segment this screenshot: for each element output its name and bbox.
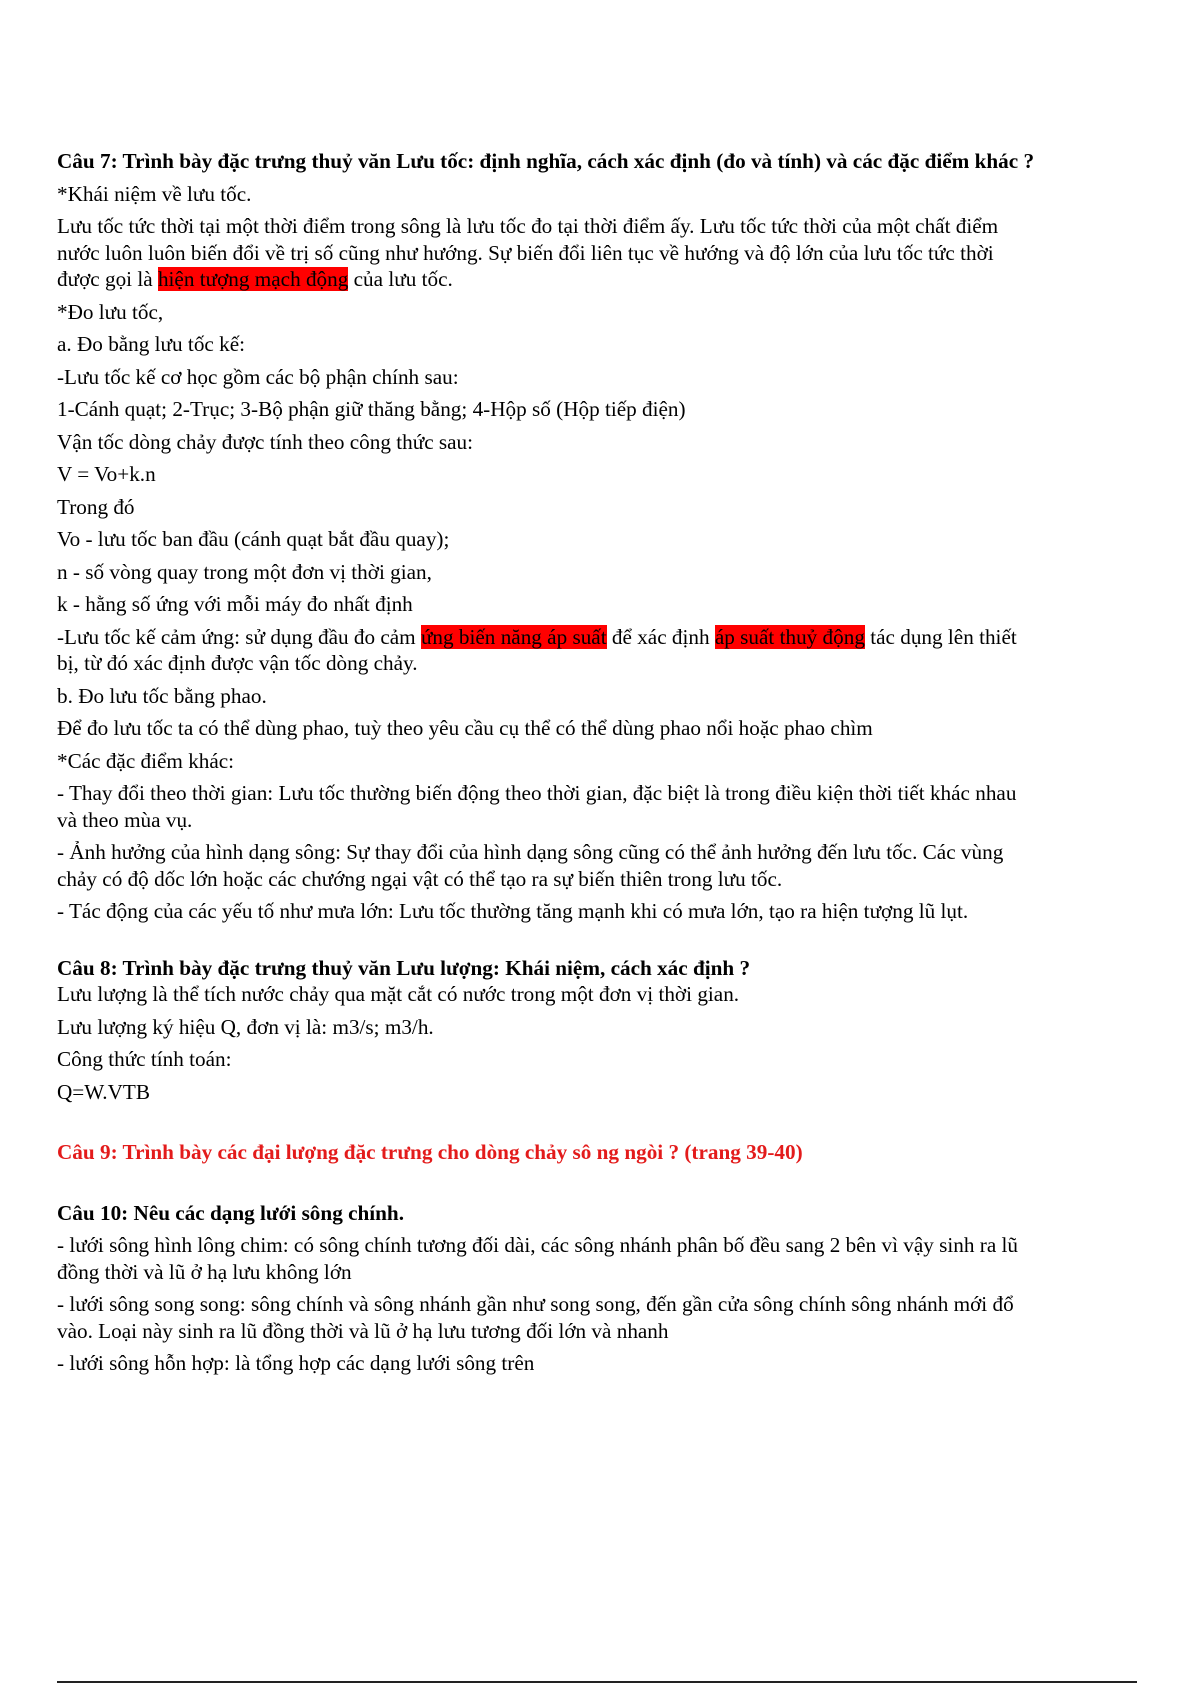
velocity-formula: V = Vo+k.n — [57, 462, 156, 486]
section-b-heading: b. Đo lưu tốc bằng phao. — [57, 683, 267, 708]
induction-meter-line-2: bị, từ đó xác định được vận tốc dòng chảy. — [57, 651, 418, 675]
page-bottom-rule — [57, 1681, 1137, 1683]
feature-1-line-2: và theo mùa vụ. — [57, 807, 193, 832]
flow-formula-intro: Công thức tính toán: — [57, 1047, 232, 1071]
feature-3: - Tác động của các yếu tố như mưa lớn: Lưu tốc thường tăng mạnh khi có mưa lớn, tạo ra hiện tượng lũ lụt. — [57, 899, 969, 923]
induction-prefix: -Lưu tốc kế cảm ứng: sử dụng đầu đo cảm — [57, 624, 421, 649]
feature-2-line-2: chảy có độ dốc lớn hoặc các chướng ngại vật có thể tạo ra sự biến thiên trong lưu tốc. — [57, 866, 783, 891]
network-1-line-2: đồng thời và lũ ở hạ lưu không lớn — [57, 1259, 352, 1284]
where-label: Trong đó — [57, 494, 135, 519]
n-definition: n - số vòng quay trong một đơn vị thời gian, — [57, 559, 432, 584]
vo-definition: Vo - lưu tốc ban đầu (cánh quạt bắt đầu quay); — [57, 527, 450, 551]
definition-line-1: Lưu tốc tức thời tại một thời điểm trong sông là lưu tốc đo tại thời điểm ấy. Lưu tốc tức thời của một chất điểm — [57, 214, 999, 238]
definition-line-3-prefix: được gọi là — [57, 267, 158, 291]
question-7-title: Câu 7: Trình bày đặc trưng thuỷ văn Lưu tốc: định nghĩa, cách xác định (đo và tính) và các đặc điểm khác ? — [57, 149, 1035, 173]
parts-list: 1-Cánh quạt; 2-Trục; 3-Bộ phận giữ thăng bằng; 4-Hộp số (Hộp tiếp điện) — [57, 397, 686, 421]
feature-2-line-1: - Ảnh hưởng của hình dạng sông: Sự thay đổi của hình dạng sông cũng có thể ảnh hưởng đến lưu tốc. Các vùng — [57, 840, 1004, 864]
mechanical-meter-text: -Lưu tốc kế cơ học gồm các bộ phận chính sau: — [57, 364, 459, 389]
question-8-title: Câu 8: Trình bày đặc trưng thuỷ văn Lưu lượng: Khái niệm, cách xác định ? — [57, 955, 751, 980]
measure-heading: *Đo lưu tốc, — [57, 299, 164, 324]
section-a-heading: a. Đo bằng lưu tốc kế: — [57, 332, 245, 356]
flow-units: Lưu lượng ký hiệu Q, đơn vị là: m3/s; m3/h. — [57, 1014, 434, 1039]
question-10-title: Câu 10: Nêu các dạng lưới sông chính. — [57, 1200, 405, 1225]
concept-heading: *Khái niệm về lưu tốc. — [57, 181, 252, 206]
feature-1-line-1: - Thay đổi theo thời gian: Lưu tốc thường biến động theo thời gian, đặc biệt là trong điều kiện thời tiết khác nhau — [57, 781, 1017, 805]
document-page — [57, 148, 1147, 1377]
network-1-line-1: - lưới sông hình lông chim: có sông chính tương đối dài, các sông nhánh phân bố đều sang 2 bên vì vậy sinh ra lũ — [57, 1233, 1018, 1257]
highlight-pressure-transducer: ứng biến năng áp suất — [420, 624, 607, 649]
network-3: - lưới sông hỗn hợp: là tổng hợp các dạng lưới sông trên — [57, 1351, 535, 1375]
induction-suffix: tác dụng lên thiết — [864, 624, 1017, 649]
definition-line-2: nước luôn luôn biến đổi về trị số cũng như hướng. Sự biến đổi liên tục về hướng và độ lớn của lưu tốc tức thời — [57, 240, 994, 265]
flow-definition: Lưu lượng là thể tích nước chảy qua mặt cắt có nước trong một đơn vị thời gian. — [57, 982, 740, 1006]
question-9-title: Câu 9: Trình bày các đại lượng đặc trưng cho dòng chảy sô ng ngòi ? (trang 39-40) — [57, 1140, 803, 1164]
induction-middle: để xác định — [606, 624, 715, 649]
other-features-heading: *Các đặc điểm khác: — [57, 748, 235, 773]
flow-formula: Q=W.VTB — [57, 1079, 150, 1104]
highlight-hydrodynamic-pressure: áp suất thuỷ động — [714, 624, 865, 649]
float-text: Để đo lưu tốc ta có thể dùng phao, tuỳ theo yêu cầu cụ thể có thể dùng phao nổi hoặc phao chìm — [57, 716, 873, 740]
induction-meter-line-1 — [57, 624, 1147, 651]
velocity-formula-intro: Vận tốc dòng chảy được tính theo công thức sau: — [57, 429, 474, 454]
k-definition: k - hằng số ứng với mỗi máy đo nhất định — [57, 592, 413, 616]
highlight-pulsation: hiện tượng mạch động — [157, 267, 349, 291]
network-2-line-2: vào. Loại này sinh ra lũ đồng thời và lũ ở hạ lưu tương đối lớn và nhanh — [57, 1318, 669, 1343]
network-2-line-1: - lưới sông song song: sông chính và sông nhánh gần như song song, đến gần cửa sông chính sông nhánh mới đổ — [57, 1292, 1014, 1316]
definition-line-3 — [57, 266, 1147, 293]
definition-line-3-suffix: của lưu tốc. — [348, 267, 453, 291]
